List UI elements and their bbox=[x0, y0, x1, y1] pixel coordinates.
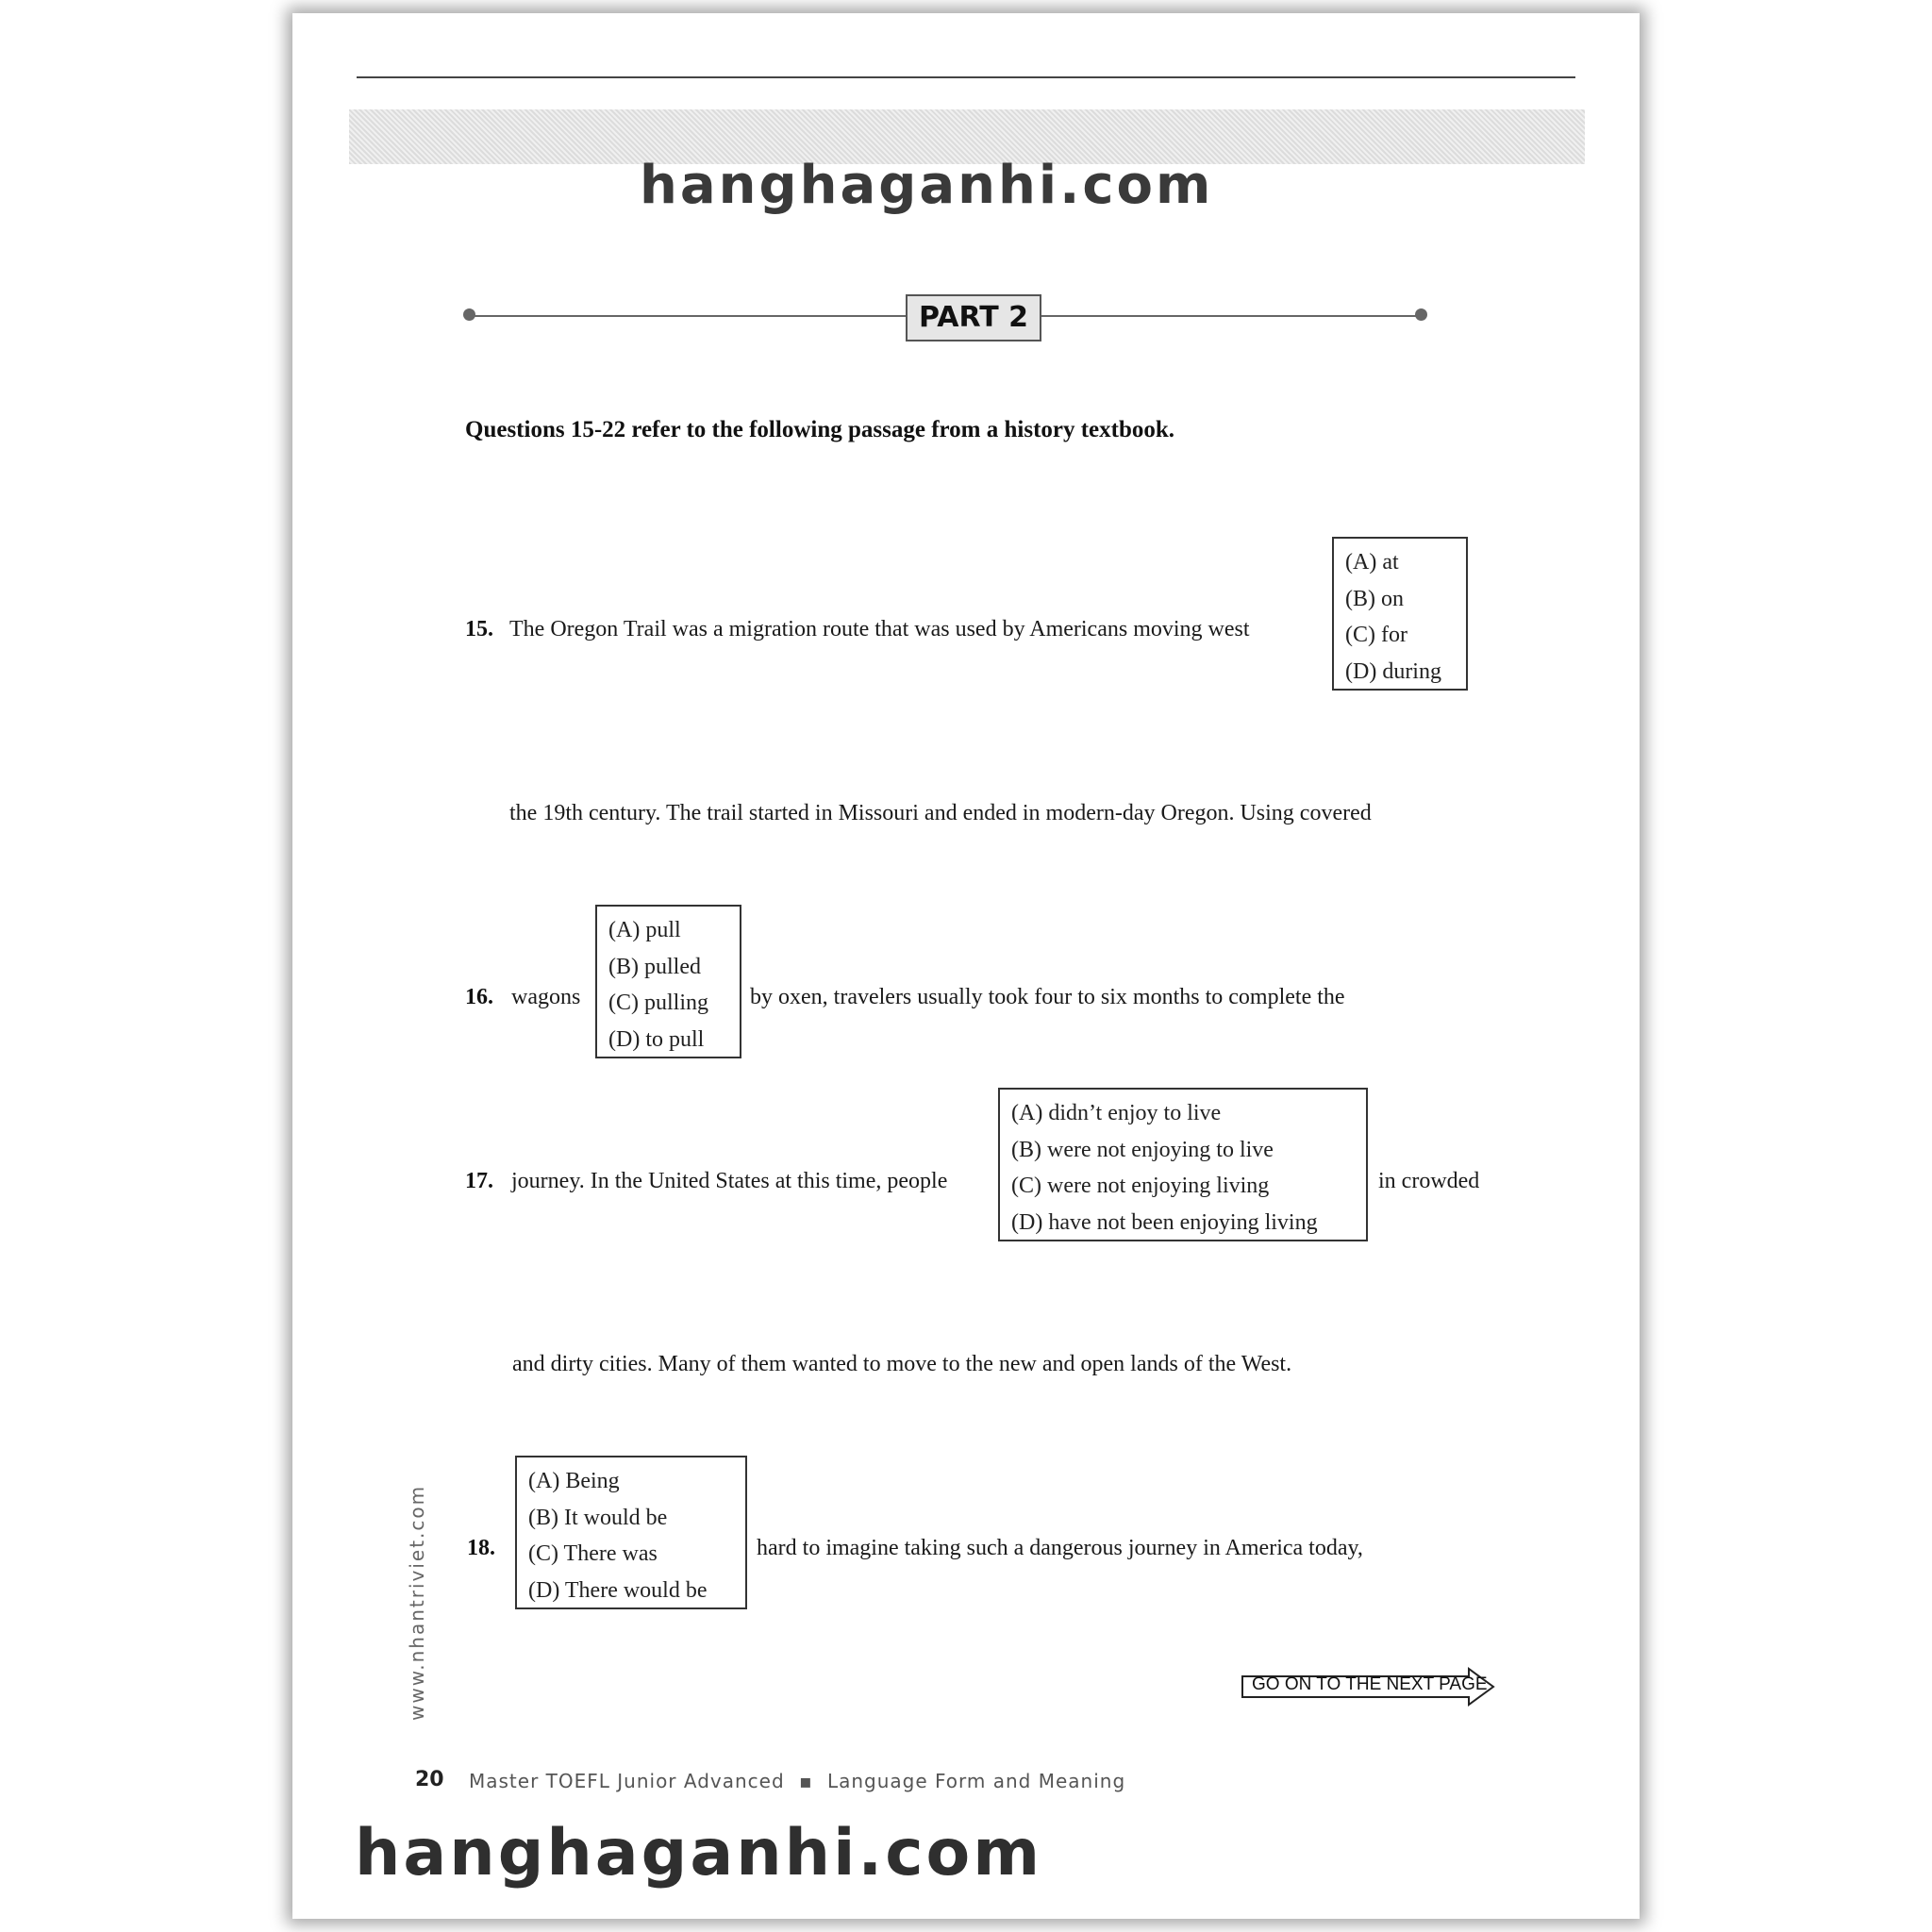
q17-text-after: in crowded bbox=[1378, 1169, 1480, 1193]
q18-option-c[interactable]: (C) There was bbox=[528, 1541, 658, 1566]
passage-line-b: and dirty cities. Many of them wanted to move to the new and open lands of the West. bbox=[512, 1352, 1292, 1376]
q16-option-c[interactable]: (C) pulling bbox=[608, 991, 708, 1015]
divider-dot-right bbox=[1415, 308, 1427, 321]
q15-option-c[interactable]: (C) for bbox=[1345, 623, 1407, 647]
footer-book-title: Master TOEFL Junior Advanced bbox=[469, 1770, 785, 1792]
q18-option-b[interactable]: (B) It would be bbox=[528, 1505, 668, 1530]
q17-option-a[interactable]: (A) didn’t enjoy to live bbox=[1011, 1101, 1222, 1125]
q16-text-before: wagons bbox=[511, 985, 581, 1009]
question-number-16: 16. bbox=[465, 985, 493, 1009]
q17-options-box bbox=[998, 1088, 1368, 1241]
footer-text bbox=[469, 1770, 1125, 1792]
q16-option-a[interactable]: (A) pull bbox=[608, 918, 681, 942]
q15-option-b[interactable]: (B) on bbox=[1345, 586, 1404, 611]
q16-option-d[interactable]: (D) to pull bbox=[608, 1026, 705, 1052]
q18-option-d[interactable]: (D) There would be bbox=[528, 1577, 708, 1603]
q18-text-after: hard to imagine taking such a dangerous journey in America today, bbox=[757, 1536, 1363, 1560]
q17-text-before: journey. In the United States at this time, people bbox=[511, 1169, 948, 1193]
q17-option-d[interactable]: (D) have not been enjoying living bbox=[1011, 1209, 1318, 1235]
question-number-18: 18. bbox=[467, 1536, 495, 1560]
watermark-bottom: hanghaganhi.com bbox=[355, 1816, 1043, 1890]
next-page-label: GO ON TO THE NEXT PAGE bbox=[1252, 1674, 1488, 1694]
q16-option-b[interactable]: (B) pulled bbox=[608, 954, 701, 979]
question-number-17: 17. bbox=[465, 1169, 493, 1193]
q18-option-a[interactable]: (A) Being bbox=[528, 1469, 620, 1493]
header-rule bbox=[357, 76, 1575, 78]
q15-options-box bbox=[1332, 537, 1468, 691]
side-url: www.nhantriviet.com bbox=[406, 1484, 428, 1721]
q17-option-c[interactable]: (C) were not enjoying living bbox=[1011, 1174, 1270, 1198]
q16-options-box bbox=[595, 905, 741, 1058]
passage-line-a: the 19th century. The trail started in Missouri and ended in modern-day Oregon. Using covered bbox=[509, 801, 1372, 825]
q17-option-b[interactable]: (B) were not enjoying to live bbox=[1011, 1137, 1274, 1162]
q15-option-d[interactable]: (D) during bbox=[1345, 658, 1441, 684]
divider-line-right bbox=[1041, 315, 1420, 317]
q15-option-a[interactable]: (A) at bbox=[1345, 550, 1399, 575]
page-number: 20 bbox=[415, 1768, 444, 1791]
question-number-15: 15. bbox=[465, 617, 493, 641]
next-page-arrow bbox=[1241, 1667, 1497, 1711]
q18-options-box bbox=[515, 1456, 747, 1609]
footer-section: Language Form and Meaning bbox=[826, 1770, 1126, 1792]
book-page bbox=[292, 13, 1640, 1919]
divider-line-left bbox=[470, 315, 906, 317]
part-label: PART 2 bbox=[906, 294, 1041, 341]
watermark-top: hanghaganhi.com bbox=[640, 155, 1214, 216]
q15-text: The Oregon Trail was a migration route that was used by Americans moving west bbox=[509, 617, 1250, 641]
q16-text-after: by oxen, travelers usually took four to six months to complete the bbox=[750, 985, 1345, 1009]
instructions: Questions 15-22 refer to the following passage from a history textbook. bbox=[465, 417, 1175, 442]
footer-separator: ▪ bbox=[799, 1770, 813, 1792]
